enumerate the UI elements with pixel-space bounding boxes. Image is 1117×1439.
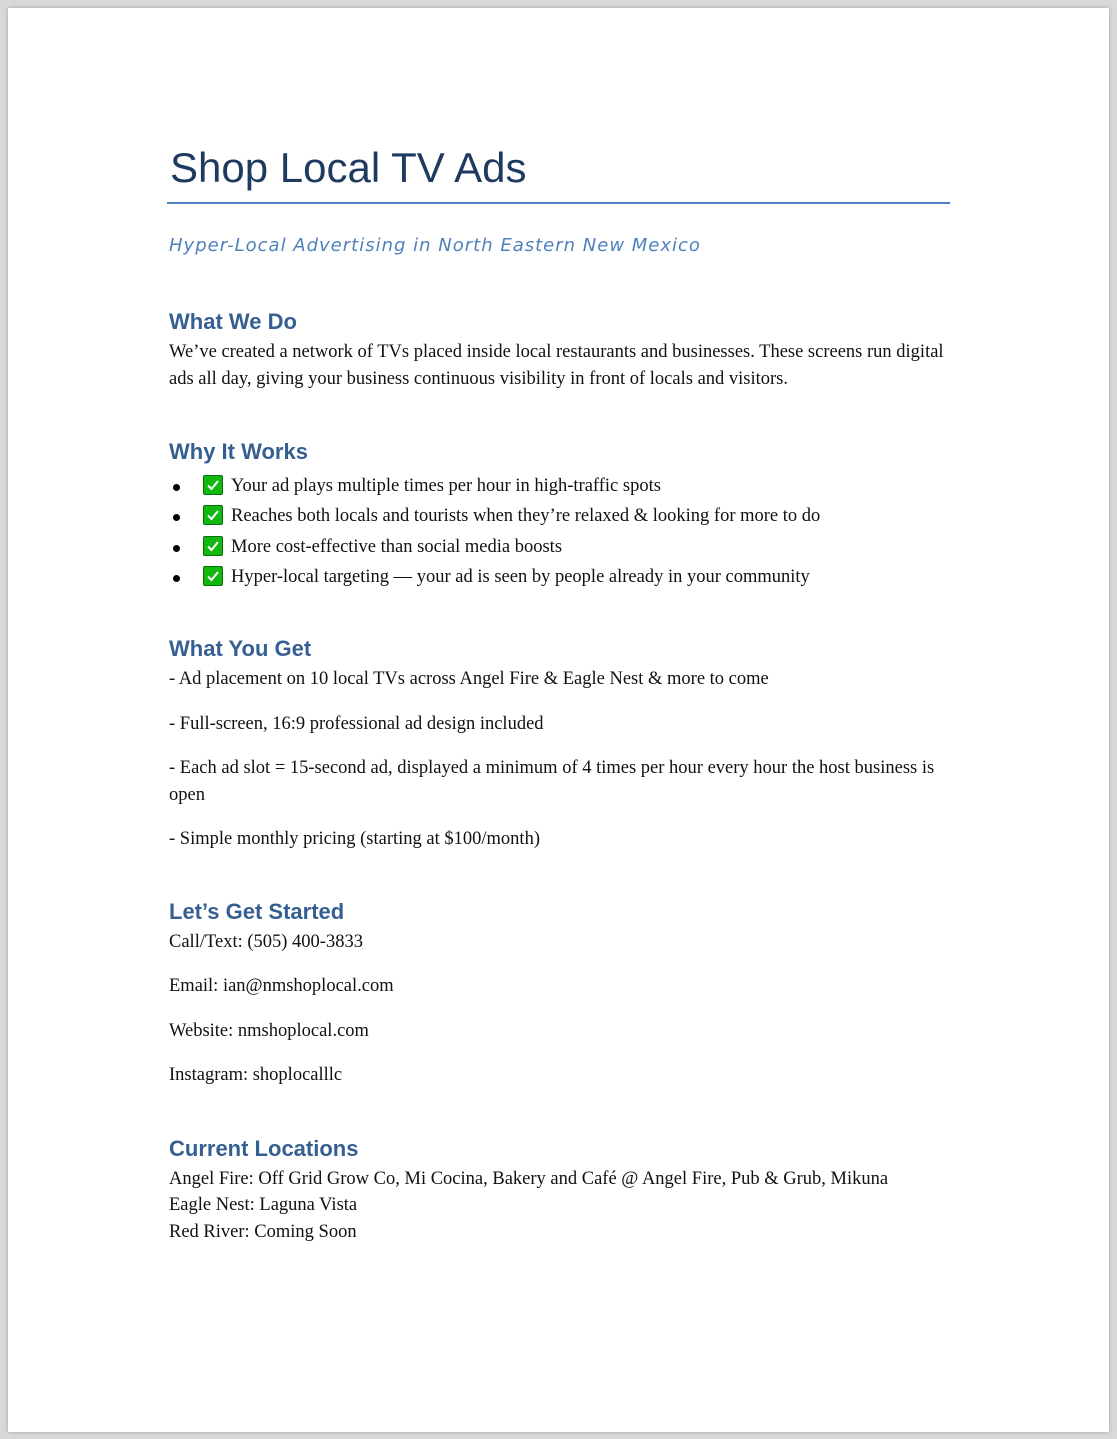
section-heading: Current Locations [169,1135,359,1161]
list-item [169,471,951,501]
list-item [169,501,951,531]
contact-email: Email: ian@nmshoplocal.com [169,976,394,997]
offer-item: - Simple monthly pricing (starting at $100/month) [169,829,540,850]
list-item-text: More cost-effective than social media boosts [231,536,563,557]
list-item-text: Reaches both locals and tourists when they’re relaxed & looking for more to do [231,506,821,527]
check-mark-icon [203,475,223,495]
check-mark-icon [203,536,223,556]
section-current-locations [169,1134,951,1246]
list-item [169,532,951,562]
list-item [169,562,951,592]
bullet-dot-icon [173,514,180,521]
offer-item: - Each ad slot = 15-second ad, displayed a minimum of 4 times per hour every hour the host business is open [169,758,935,805]
section-get-started [169,897,951,1089]
section-paragraph: We’ve created a network of TVs placed inside local restaurants and businesses. These screens run digital ads all day, giving your business continuous visibility in front of locals and visitors. [169,342,944,389]
section-why-it-works [169,437,951,592]
document-subtitle: Hyper-Local Advertising in North Eastern New Mexico [169,235,701,256]
section-heading: What You Get [169,636,312,662]
list-item-text: Your ad plays multiple times per hour in high-traffic spots [231,476,661,496]
offer-item: - Ad placement on 10 local TVs across Angel Fire & Eagle Nest & more to come [169,669,769,690]
section-heading: Why It Works [169,439,308,464]
document-page [8,8,1109,1432]
section-what-you-get [169,634,951,853]
benefits-list [169,471,951,592]
contact-phone: Call/Text: (505) 400-3833 [169,931,363,952]
check-mark-icon [203,505,223,525]
offer-item: - Full-screen, 16:9 professional ad design included [169,713,544,734]
document-title: Shop Local TV Ads [170,144,527,191]
location-line: Eagle Nest: Laguna Vista [169,1195,358,1216]
location-line: Red River: Coming Soon [169,1221,357,1242]
bullet-dot-icon [173,545,180,552]
section-heading: Let’s Get Started [169,898,345,924]
bullet-dot-icon [173,484,180,491]
contact-instagram: Instagram: shoplocalllc [169,1065,343,1086]
title-divider [167,202,950,204]
document-content [169,140,951,1245]
list-item-text: Hyper-local targeting — your ad is seen by people already in your community [231,566,810,587]
section-what-we-do [169,307,951,392]
contact-website: Website: nmshoplocal.com [169,1020,369,1041]
section-heading: What We Do [169,309,297,334]
location-line: Angel Fire: Off Grid Grow Co, Mi Cocina, Bakery and Café @ Angel Fire, Pub & Grub, Mikuna [169,1168,889,1189]
check-mark-icon [203,566,223,586]
bullet-dot-icon [173,575,180,582]
